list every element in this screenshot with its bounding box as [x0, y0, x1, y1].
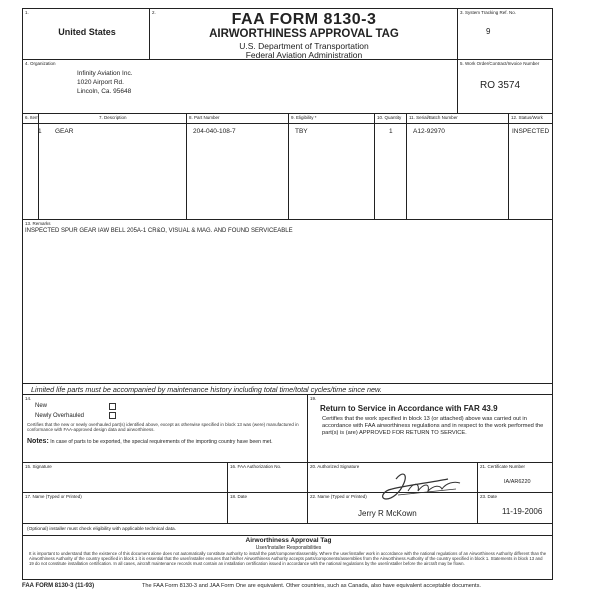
- authorized-name-value: Jerry R McKown: [358, 509, 417, 518]
- items-table-body: [22, 124, 553, 220]
- col-item: 6. Item: [23, 114, 39, 124]
- user-installer-responsibilities: [22, 536, 553, 580]
- department-name: U.S. Department of Transportation: [239, 41, 369, 51]
- block-16-faa-auth: 16. FAA Authorization No.: [228, 463, 308, 493]
- block-19-return-to-service: 19. Return to Service in Accordance with FAR 43.9 Certifies that the work specified in block 13 (or attached) above was carried out in accordance with FAA airworthiness regulations and in respect to the work performed the part(s) is (are) APPROVED FOR RETURN TO SERVICE.: [308, 395, 553, 463]
- certificate-number-value: IA/AR6220: [504, 479, 531, 485]
- row-1-description: GEAR: [55, 128, 74, 135]
- block-18-date: 18. Date: [228, 493, 308, 524]
- row-1-status: INSPECTED: [512, 128, 550, 135]
- new-checkbox[interactable]: [109, 403, 116, 410]
- form-subtitle: AIRWORTHINESS APPROVAL TAG: [209, 28, 399, 40]
- block-22-name: 22. Name (Typed or Printed) Jerry R McKown: [308, 493, 478, 524]
- block-14-text: Certifies that the new or newly overhauled part(s) identified above, except as otherwise specified in block 13 was (were) manufactured in conformance with FAA-approved design data and airworthiness.: [27, 422, 299, 433]
- org-address-1: 1020 Airport Rd.: [77, 79, 124, 86]
- org-address-2: Lincoln, Ca. 95648: [77, 88, 132, 95]
- row-1-part-number: 204-040-108-7: [193, 128, 236, 135]
- overhauled-label: Newly Overhauled: [35, 413, 85, 419]
- equivalence-note: The FAA Form 8130-3 and JAA Form One are equivalent. Other countries, such as Canada, also have equivalent acceptable documents.: [142, 583, 481, 589]
- org-name: Infinity Aviation Inc.: [77, 70, 133, 77]
- block-4-organization: 4. Organization Infinity Aviation Inc. 1020 Airport Rd. Lincoln, Ca. 95648: [22, 60, 458, 114]
- overhauled-checkbox[interactable]: [109, 412, 116, 419]
- block-19-title: Return to Service in Accordance with FAR 43.9: [320, 404, 498, 413]
- block-20-authorized-signature: 20. Authorized Signature: [308, 463, 478, 493]
- form-title: FAA FORM 8130-3: [231, 11, 377, 28]
- tracking-ref-value: 9: [486, 27, 491, 36]
- form-id: FAA FORM 8130-3 (11-93): [22, 583, 95, 589]
- responsibilities-title: User/Installer Responsibilities: [255, 545, 322, 551]
- tag-title: Airworthiness Approval Tag: [245, 537, 332, 544]
- remarks-text: INSPECTED SPUR GEAR IAW BELL 205A-1 CR&O, VISUAL & MAG. AND FOUND SERVICEABLE: [25, 228, 293, 234]
- items-table-header: [22, 114, 553, 124]
- row-1-serial: A12-92970: [413, 128, 445, 135]
- work-order-value: RO 3574: [480, 80, 521, 91]
- agency-name: Federal Aviation Administration: [245, 50, 363, 60]
- country-value: United States: [58, 27, 116, 37]
- col-serial: 11. Serial/Batch Number: [407, 114, 509, 124]
- block-3-tracking: 3. System Tracking Ref. No. 9: [458, 8, 553, 60]
- block-14-certification: 14. New Newly Overhauled Certifies that the new or newly overhauled part(s) identified above, except as otherwise specified in block 13 was (were) manufactured in conformance with FAA-approved design data and airworthiness. Notes: In case of parts to be exported, the special requirements of the importing country have been met.: [22, 395, 308, 463]
- block-15-signature: 15. Signature: [22, 463, 228, 493]
- block-21-certificate: 21. Certificate Number IA/AR6220: [478, 463, 553, 493]
- col-status: 12. Status/Work: [511, 115, 543, 120]
- block-19-text: Certifies that the work specified in block 13 (or attached) above was carried out in accordance with FAA airworthiness regulations and in respect to the work performed the part(s) is (are) APPROVED FOR RETURN TO SERVICE.: [322, 416, 544, 436]
- block-2-title: 2. FAA FORM 8130-3 AIRWORTHINESS APPROVAL TAG U.S. Department of Transportation Federal Aviation Administration: [150, 8, 458, 60]
- date-value: 11-19-2006: [502, 507, 543, 516]
- block-5-work-order: 5. Work Order/Contract/Invoice Number RO 3574: [458, 60, 553, 114]
- optional-note-row: (Optional) installer must check eligibility with applicable technical data.: [22, 524, 553, 536]
- block-23-date: 23. Date 11-19-2006: [478, 493, 553, 524]
- limited-life-note: Limited life parts must be accompanied by maintenance history including total time/total cycles/time since new.: [22, 384, 553, 395]
- block-1-country: 1. United States: [22, 8, 150, 60]
- col-description: 7. Description: [39, 114, 187, 124]
- block-13-remarks: 13. Remarks INSPECTED SPUR GEAR IAW BELL 205A-1 CR&O, VISUAL & MAG. AND FOUND SERVICEABLE: [22, 220, 553, 384]
- block-17-name: 17. Name (Typed or Printed): [22, 493, 228, 524]
- new-label: New: [35, 403, 48, 409]
- block-14-notes: Notes: In case of parts to be exported, the special requirements of the importing country have been met.: [27, 438, 273, 445]
- row-1-eligibility: TBY: [295, 128, 308, 135]
- col-part-number: 8. Part Number: [187, 114, 289, 124]
- row-1-quantity: 1: [389, 128, 393, 135]
- row-1-item: 1: [38, 128, 42, 135]
- col-eligibility: 9. Eligibility *: [289, 114, 375, 124]
- faa-form-8130-3: [22, 8, 553, 588]
- responsibilities-text: It is important to understand that the existence of this document alone does not automatically constitute authority to install the part/component/assembly. Where the user/installer work in accordance with the national regulations of an Airworthiness Authority different than the Airworthiness Authority of the country specified in block 1 it is essential that the user/installer ensures that his/her Airworthiness Authority accepts parts/components/assemblies from the Airworthiness Authority of the country specified in block 1. Statements in block 13 and 19 do not constitute installation certification. In all cases, aircraft maintenance records must contain an installation certification issued in accordance with the national regulations by the user/installer before the aircraft may be flown.: [29, 551, 547, 566]
- col-quantity: 10. Quantity: [375, 114, 407, 124]
